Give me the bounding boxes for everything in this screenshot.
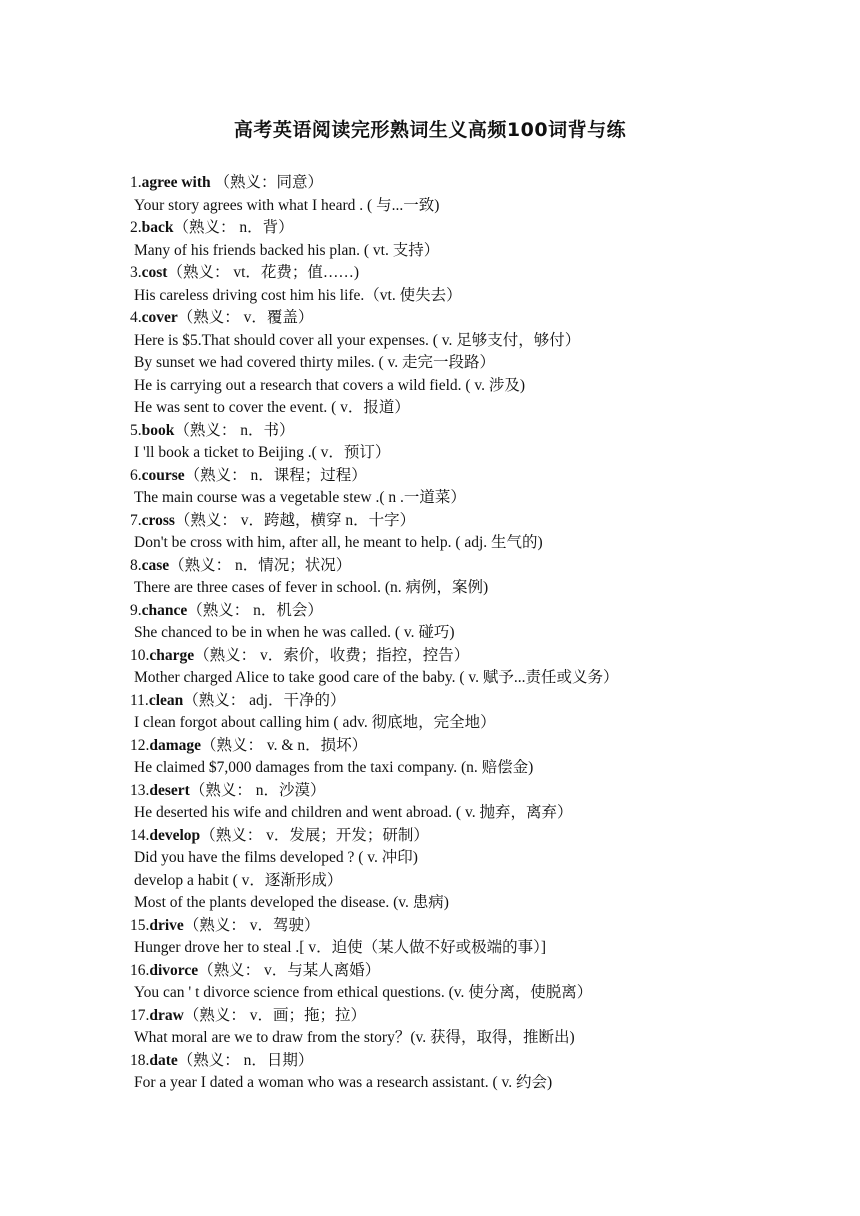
example-sentence: Your story agrees with what I heard . ( 与...一致) — [134, 196, 440, 214]
entry-number: 9. — [130, 601, 142, 619]
entry-number: 5. — [130, 421, 142, 439]
entry-heading — [130, 960, 850, 983]
entry-word: drive — [149, 916, 184, 934]
entry-common-meaning: （熟义： n．沙漠） — [189, 781, 326, 799]
example-sentence: Did you have the films developed ? ( v. 冲印) — [134, 849, 418, 866]
example-sentence: develop a habit ( v．逐渐形成） — [134, 871, 343, 889]
entry-heading — [130, 510, 850, 533]
entry-heading — [130, 645, 850, 668]
entry-heading — [130, 307, 850, 330]
example-sentence: You can ' t divorce science from ethical questions. (v. 使分离，使脱离） — [134, 984, 593, 1001]
example-sentence: Here is $5.That should cover all your expenses. ( v. 足够支付，够付） — [134, 331, 581, 349]
entry-common-meaning: （熟义： v．索价，收费；指控，控告） — [194, 646, 470, 664]
entry-number: 14. — [130, 826, 150, 844]
entry-common-meaning: （熟义： v. & n．损坏） — [201, 736, 368, 754]
entry-heading — [130, 217, 850, 240]
entry-heading — [130, 262, 850, 285]
entry-heading — [130, 1050, 850, 1073]
entry-word: chance — [141, 601, 188, 619]
entry-word: book — [141, 421, 175, 439]
entry-common-meaning: （熟义： n．机会） — [187, 601, 323, 619]
entry-heading — [130, 780, 850, 803]
entry-common-meaning: （熟义： v．画；拖；拉） — [183, 1006, 366, 1024]
entry-number: 13. — [130, 781, 150, 799]
entry-word: damage — [149, 736, 202, 754]
entry-heading — [130, 915, 850, 938]
entry-word: agree with — [141, 174, 211, 191]
entry-heading — [130, 690, 850, 713]
vocabulary-list — [130, 172, 850, 1095]
entry-heading — [130, 555, 850, 578]
entry-common-meaning: （熟义： v．驾驶） — [183, 916, 320, 934]
example-sentence: The main course was a vegetable stew .( n .一道菜） — [134, 489, 466, 506]
entry-common-meaning: （熟义： n．背） — [173, 219, 294, 236]
entry-common-meaning: （熟义： v．跨越，横穿 n．十字） — [174, 511, 416, 529]
entry-heading — [130, 600, 850, 623]
entry-common-meaning: （熟义： n．课程；过程） — [184, 466, 367, 484]
entry-word: cross — [141, 511, 175, 529]
entry-heading — [130, 420, 850, 443]
entry-number: 8. — [130, 556, 142, 574]
entry-number: 2. — [130, 219, 142, 236]
entry-word: date — [149, 1051, 178, 1069]
entry-common-meaning: （熟义： n．书） — [174, 421, 295, 439]
example-sentence: Don't be cross with him, after all, he meant to help. ( adj. 生气的) — [134, 534, 543, 551]
entry-common-meaning: （熟义： n．日期） — [177, 1051, 314, 1069]
entry-common-meaning: （熟义： v．覆盖） — [177, 309, 314, 326]
entry-word: cost — [141, 264, 168, 281]
entry-common-meaning: （熟义：同意） — [210, 174, 324, 191]
entry-number: 11. — [130, 691, 149, 709]
entry-number: 6. — [130, 466, 142, 484]
page-title: 高考英语阅读完形熟词生义高频100词背与练 — [233, 119, 627, 141]
entry-word: cover — [141, 309, 178, 326]
entry-number: 15. — [130, 916, 150, 934]
entry-word: course — [141, 466, 185, 484]
entry-word: develop — [149, 826, 201, 844]
entry-word: desert — [149, 781, 190, 799]
entry-number: 17. — [130, 1006, 150, 1024]
example-sentence: I clean forgot about calling him ( adv. 彻底地，完全地） — [134, 714, 496, 731]
example-sentence: Hunger drove her to steal .[ v．迫使（某人做不好或极端的事）] — [134, 939, 546, 956]
entry-number: 12. — [130, 736, 150, 754]
entry-word: back — [141, 219, 174, 236]
entry-word: draw — [149, 1006, 184, 1024]
entry-word: charge — [149, 646, 195, 664]
entry-common-meaning: （熟义： adj．干净的） — [183, 691, 346, 709]
entry-heading — [130, 825, 850, 848]
example-sentence: What moral are we to draw from the story？(v. 获得，取得，推断出) — [134, 1029, 575, 1046]
example-sentence: I 'll book a ticket to Beijing .( v．预订） — [134, 444, 391, 461]
example-sentence: His careless driving cost him his life.（vt. 使失去） — [134, 286, 462, 304]
entry-number: 3. — [130, 264, 142, 281]
entry-common-meaning: （熟义： v．发展；开发；研制） — [200, 826, 429, 844]
entry-number: 16. — [130, 961, 150, 979]
entry-common-meaning: （熟义： n．情况；状况） — [169, 556, 352, 574]
example-sentence: Many of his friends backed his plan. ( vt. 支持） — [134, 241, 440, 259]
entry-heading — [130, 735, 850, 758]
entry-common-meaning: （熟义： vt．花费；值……) — [167, 264, 360, 281]
example-sentence: By sunset we had covered thirty miles. ( v. 走完一段路） — [134, 354, 496, 371]
entry-word: clean — [148, 691, 184, 709]
entry-heading — [130, 172, 850, 195]
entry-heading — [130, 1005, 850, 1028]
example-sentence: He deserted his wife and children and went abroad. ( v. 抛弃，离弃） — [134, 804, 573, 821]
entry-word: case — [141, 556, 170, 574]
example-sentence: He is carrying out a research that covers a wild field. ( v. 涉及) — [134, 376, 526, 394]
entry-common-meaning: （熟义： v．与某人离婚） — [198, 961, 381, 979]
entry-number: 4. — [130, 309, 142, 326]
example-sentence: Most of the plants developed the disease. (v. 患病) — [134, 894, 449, 911]
entry-number: 18. — [130, 1051, 150, 1069]
entry-word: divorce — [149, 961, 199, 979]
entry-number: 7. — [130, 511, 142, 529]
example-sentence: He claimed $7,000 damages from the taxi company. (n. 赔偿金) — [134, 759, 534, 776]
entry-number: 1. — [130, 174, 142, 191]
example-sentence: There are three cases of fever in school. (n. 病例，案例) — [134, 579, 489, 596]
entry-number: 10. — [130, 646, 150, 664]
entry-heading — [130, 465, 850, 488]
example-sentence: For a year I dated a woman who was a research assistant. ( v. 约会) — [134, 1074, 553, 1091]
example-sentence: He was sent to cover the event. ( v．报道） — [134, 399, 410, 416]
example-sentence: She chanced to be in when he was called. ( v. 碰巧) — [134, 624, 455, 641]
example-sentence: Mother charged Alice to take good care of the baby. ( v. 赋予...责任或义务） — [134, 669, 619, 686]
